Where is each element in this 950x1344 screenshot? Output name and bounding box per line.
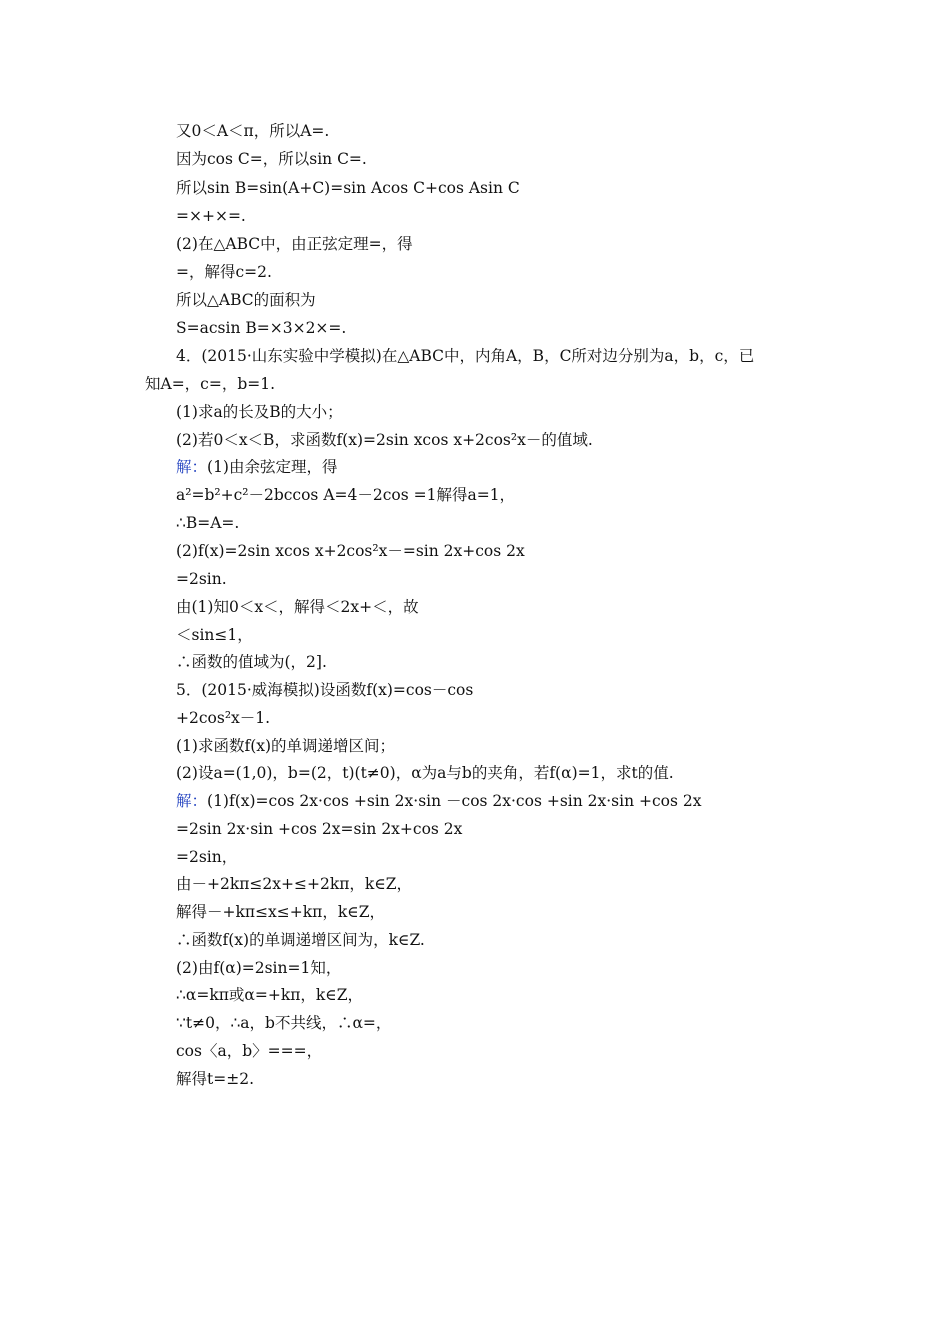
text-line: +2cos²x－1. — [176, 709, 271, 727]
text-line: 又0＜A＜π，所以A=. — [176, 122, 330, 140]
text-line: =，解得c=2. — [176, 263, 272, 281]
text-line: 所以△ABC的面积为 — [176, 291, 316, 309]
solution-line — [176, 457, 337, 477]
text-line: 因为cos C=，所以sin C=. — [176, 150, 367, 168]
text-line: 解得t=±2. — [176, 1070, 254, 1088]
text-line: =×+×=. — [176, 207, 246, 225]
solution-text: (1)f(x)=cos 2x·cos +sin 2x·sin －cos 2x·cos +sin 2x·sin +cos 2x — [207, 792, 702, 810]
text-line: (1)求函数f(x)的单调递增区间； — [176, 737, 396, 755]
text-line: cos〈a，b〉===， — [176, 1042, 323, 1060]
problem-4-heading: 4．(2015·山东实验中学模拟)在△ABC中，内角A，B，C所对边分别为a，b，c，已 — [176, 347, 755, 365]
text-line: ∴α=kπ或α=+kπ，k∈Z， — [176, 986, 364, 1004]
text-line: a²=b²+c²－2bccos A=4－2cos =1解得a=1， — [176, 486, 516, 504]
text-line: S=acsin B=×3×2×=. — [176, 319, 347, 337]
text-line: ∴B=A=. — [176, 514, 240, 532]
text-line: =2sin 2x·sin +cos 2x=sin 2x+cos 2x — [176, 820, 463, 838]
text-line: 知A=，c=，b=1. — [145, 375, 276, 393]
text-line: ∴函数f(x)的单调递增区间为，k∈Z. — [176, 931, 425, 949]
text-line: ＜sin≤1， — [176, 626, 253, 644]
text-line: 所以sin B=sin(A+C)=sin Acos C+cos Asin C — [176, 179, 520, 197]
text-line: 由－+2kπ≤2x+≤+2kπ，k∈Z， — [176, 875, 413, 893]
solution-label: 解： — [176, 458, 208, 476]
text-line: (2)在△ABC中，由正弦定理=，得 — [176, 235, 413, 253]
text-line: (2)若0＜x＜B，求函数f(x)=2sin xcos x+2cos²x－的值域. — [176, 431, 593, 449]
text-line: =2sin， — [176, 848, 238, 866]
text-line: (2)设a=(1,0)，b=(2，t)(t≠0)，α为a与b的夹角，若f(α)=1，求t的值. — [176, 764, 674, 782]
text-line: (2)f(x)=2sin xcos x+2cos²x－=sin 2x+cos 2x — [176, 542, 525, 560]
text-line: ∵t≠0，∴a，b不共线，∴α=， — [176, 1014, 392, 1032]
text-line: 解得－+kπ≤x≤+kπ，k∈Z， — [176, 903, 385, 921]
solution-line — [176, 791, 701, 811]
text-line: 由(1)知0＜x＜，解得＜2x+＜，故 — [176, 598, 419, 616]
solution-label: 解： — [176, 792, 208, 810]
text-line: (2)由f(α)=2sin=1知， — [176, 959, 342, 977]
text-line: ∴函数的值域为(，2]. — [176, 653, 327, 671]
problem-5-heading: 5．(2015·威海模拟)设函数f(x)=cos－cos — [176, 681, 474, 699]
text-line: =2sin. — [176, 570, 227, 588]
text-line: (1)求a的长及B的大小； — [176, 403, 343, 421]
solution-text: (1)由余弦定理，得 — [207, 458, 338, 476]
